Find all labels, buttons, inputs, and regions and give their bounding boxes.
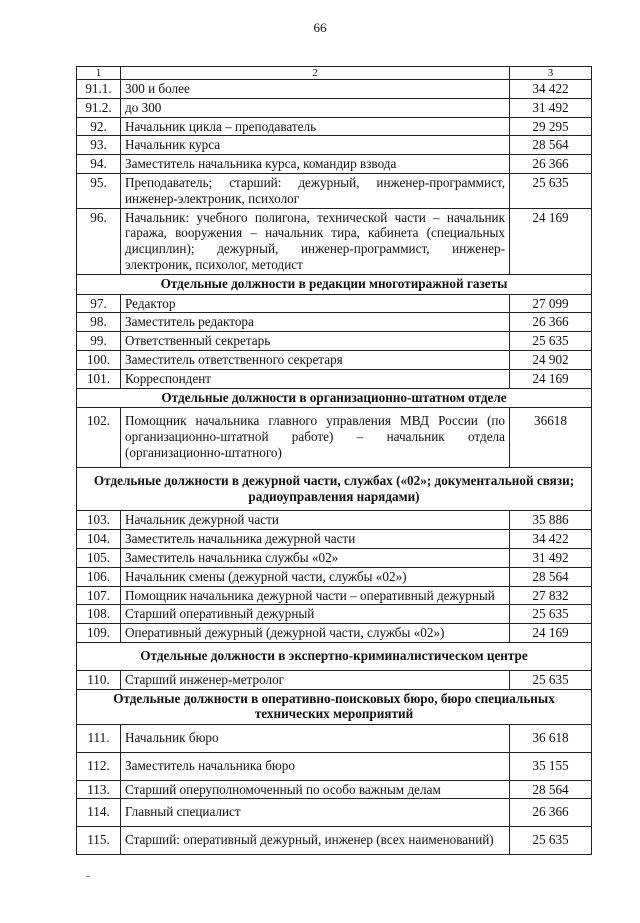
row-number: 104. (77, 530, 121, 549)
position-title: Старший: оперативный дежурный, инженер (всех наименований) (121, 827, 510, 855)
row-number: 96. (77, 208, 121, 274)
row-number: 107. (77, 586, 121, 605)
table-row (77, 98, 592, 117)
row-number: 93. (77, 136, 121, 155)
salary-value: 26 366 (510, 799, 592, 827)
table-row (77, 155, 592, 174)
header-cell-3: 3 (510, 67, 592, 80)
table-header-row (77, 67, 592, 80)
table-row (77, 136, 592, 155)
position-title: Помощник начальника главного управления МВД России (по организационно-штатной работе) – начальник отдела (организационно-штатного) (121, 408, 510, 467)
row-number: 109. (77, 624, 121, 643)
position-title: Преподаватель; старший: дежурный, инженер-программист, инженер-электроник, психолог (121, 173, 510, 208)
position-title: Начальник курса (121, 136, 510, 155)
table-row (77, 827, 592, 855)
salary-value: 36 618 (510, 725, 592, 753)
table-row (77, 548, 592, 567)
section-header-row (77, 388, 592, 408)
section-header-row (77, 689, 592, 725)
row-number: 100. (77, 350, 121, 369)
position-title: Заместитель начальника службы «02» (121, 548, 510, 567)
table-row (77, 605, 592, 624)
salary-value: 36618 (510, 408, 592, 467)
row-number: 91.1. (77, 80, 121, 99)
salary-value: 25 635 (510, 670, 592, 689)
row-number: 112. (77, 752, 121, 780)
section-header-row (77, 642, 592, 670)
salary-value: 25 635 (510, 332, 592, 351)
position-title: Корреспондент (121, 369, 510, 388)
salary-value: 26 366 (510, 155, 592, 174)
position-title: Начальник цикла – преподаватель (121, 117, 510, 136)
salary-value: 34 422 (510, 80, 592, 99)
position-title: Заместитель ответственного секретаря (121, 350, 510, 369)
table-row (77, 350, 592, 369)
position-title: Заместитель начальника дежурной части (121, 530, 510, 549)
row-number: 105. (77, 548, 121, 567)
header-cell-1: 1 (77, 67, 121, 80)
section-title: Отдельные должности в организационно-штатном отделе (77, 388, 592, 408)
section-header-row (77, 467, 592, 511)
position-title: Редактор (121, 294, 510, 313)
position-title: Главный специалист (121, 799, 510, 827)
section-title: Отдельные должности в экспертно-криминалистическом центре (77, 642, 592, 670)
salary-value: 25 635 (510, 173, 592, 208)
table-row (77, 369, 592, 388)
salary-value: 24 169 (510, 369, 592, 388)
position-title: Начальник смены (дежурной части, службы «02») (121, 567, 510, 586)
row-number: 113. (77, 780, 121, 799)
row-number: 97. (77, 294, 121, 313)
position-title: Начальник дежурной части (121, 511, 510, 530)
salary-value: 31 492 (510, 548, 592, 567)
position-title: Старший оперативный дежурный (121, 605, 510, 624)
salary-value: 35 155 (510, 752, 592, 780)
row-number: 94. (77, 155, 121, 174)
row-number: 102. (77, 408, 121, 467)
row-number: 101. (77, 369, 121, 388)
salary-value: 27 832 (510, 586, 592, 605)
salary-value: 28 564 (510, 136, 592, 155)
position-title: Старший оперуполномоченный по особо важным делам (121, 780, 510, 799)
row-number: 111. (77, 725, 121, 753)
row-number: 98. (77, 313, 121, 332)
row-number: 114. (77, 799, 121, 827)
salary-value: 28 564 (510, 567, 592, 586)
position-title: Ответственный секретарь (121, 332, 510, 351)
position-title: Начальник: учебного полигона, технической части – начальник гаража, вооружения – начальник тира, кабинета (специальных дисциплин); дежурный, инженер-программист, инженер-электроник, психолог, методист (121, 208, 510, 274)
section-header-row (77, 274, 592, 294)
salary-value: 34 422 (510, 530, 592, 549)
table-row (77, 780, 592, 799)
row-number: 91.2. (77, 98, 121, 117)
table-row (77, 725, 592, 753)
table-row (77, 294, 592, 313)
table-row (77, 799, 592, 827)
salary-value: 25 635 (510, 605, 592, 624)
table-row (77, 117, 592, 136)
table-row (77, 670, 592, 689)
row-number: 115. (77, 827, 121, 855)
row-number: 106. (77, 567, 121, 586)
table-row (77, 530, 592, 549)
table-row (77, 567, 592, 586)
table-row (77, 586, 592, 605)
section-title: Отдельные должности в дежурной части, службах («02»; документальной связи; радиоуправления нарядами) (77, 467, 592, 511)
salary-value: 31 492 (510, 98, 592, 117)
section-title: Отдельные должности в редакции многотиражной газеты (77, 274, 592, 294)
section-title: Отдельные должности в оперативно-поисковых бюро, бюро специальных технических мероприятий (77, 689, 592, 725)
row-number: 108. (77, 605, 121, 624)
table-row (77, 173, 592, 208)
position-title: до 300 (121, 98, 510, 117)
table-row (77, 752, 592, 780)
table-row (77, 624, 592, 643)
table-row (77, 208, 592, 274)
header-cell-2: 2 (121, 67, 510, 80)
salary-value: 24 902 (510, 350, 592, 369)
salary-value: 24 169 (510, 208, 592, 274)
salary-value: 35 886 (510, 511, 592, 530)
row-number: 92. (77, 117, 121, 136)
position-title: Старший инженер-метролог (121, 670, 510, 689)
position-title: 300 и более (121, 80, 510, 99)
row-number: 99. (77, 332, 121, 351)
position-title: Помощник начальника дежурной части – оперативный дежурный (121, 586, 510, 605)
salary-value: 28 564 (510, 780, 592, 799)
position-title: Начальник бюро (121, 725, 510, 753)
salary-value: 25 635 (510, 827, 592, 855)
salary-value: 26 366 (510, 313, 592, 332)
table-row (77, 313, 592, 332)
salary-value: 27 099 (510, 294, 592, 313)
page-number: 66 (313, 20, 327, 35)
table-row (77, 80, 592, 99)
salary-table (76, 66, 592, 855)
row-number: 95. (77, 173, 121, 208)
position-title: Заместитель редактора (121, 313, 510, 332)
position-title: Заместитель начальника бюро (121, 752, 510, 780)
scan-mark (86, 876, 90, 877)
salary-value: 29 295 (510, 117, 592, 136)
salary-value: 24 169 (510, 624, 592, 643)
row-number: 103. (77, 511, 121, 530)
position-title: Оперативный дежурный (дежурной части, службы «02») (121, 624, 510, 643)
table-row (77, 332, 592, 351)
position-title: Заместитель начальника курса, командир взвода (121, 155, 510, 174)
table-row (77, 511, 592, 530)
table-row (77, 408, 592, 467)
row-number: 110. (77, 670, 121, 689)
